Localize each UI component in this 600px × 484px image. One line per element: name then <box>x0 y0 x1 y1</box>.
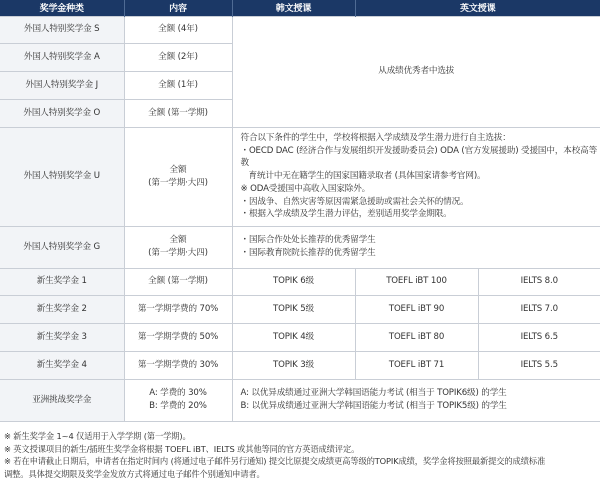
content-line: 全额 <box>169 235 187 245</box>
merged-criteria: 从成绩优秀者中选拔 <box>232 16 600 127</box>
criteria-item: ・因战争、自然灾害等原因需紧急援助或需社会关怀的情况。 <box>240 196 469 207</box>
selection-criteria <box>232 127 600 226</box>
footnote: ※ 新生奖学金 1~4 仅适用于入学学期 (第一学期)。 <box>4 431 191 441</box>
scholarship-content: 全额 (4年) <box>124 16 232 43</box>
table-row <box>0 127 600 226</box>
content-line: (第一学期·大四) <box>148 177 208 188</box>
criteria-item: ・根据入学成绩及学生潜力评估，差别适用奖学金期限。 <box>240 209 452 220</box>
content-line: A: 学费的 30% <box>149 388 207 398</box>
scholarship-content: 全额 (1年) <box>124 71 232 99</box>
korean-requirement: TOPIK 6级 <box>232 268 355 295</box>
scholarship-name: 外国人特别奖学金 G <box>0 226 124 268</box>
criteria-note: ※ ODA受援国中高收入国家除外。 <box>240 183 371 194</box>
scholarship-name: 外国人特别奖学金 J <box>0 71 124 99</box>
selection-criteria <box>232 379 600 421</box>
scholarship-content: 全额 (第一学期) <box>124 99 232 127</box>
scholarship-name: 外国人特别奖学金 A <box>0 43 124 71</box>
footnote: ※ 若在申请截止日期后，申请者在指定时间内 (将通过电子邮件另行通知) 提交比原提交成绩更高等级的TOPIK成绩，奖学金将按照最新提交的成绩标准 <box>4 456 546 467</box>
table-header-row <box>0 0 600 16</box>
criteria-item: B: 以优异成绩通过亚洲大学韩国语能力考试 (相当于 TOPIK5级) 的学生 <box>240 401 507 411</box>
scholarship-name: 外国人特别奖学金 U <box>0 127 124 226</box>
criteria-item: ・OECD DAC (经济合作与发展组织开发援助委员会) ODA (官方发展援助) 受援国中，本校高等教 <box>240 145 598 169</box>
criteria-item: A: 以优异成绩通过亚洲大学韩国语能力考试 (相当于 TOPIK6级) 的学生 <box>240 388 507 399</box>
content-line: B: 学费的 20% <box>149 401 207 411</box>
scholarship-name: 新生奖学金 3 <box>0 323 124 351</box>
scholarship-content: 全额 (2年) <box>124 43 232 71</box>
header-content: 内容 <box>124 0 232 16</box>
toefl-requirement: TOEFL iBT 90 <box>355 295 478 323</box>
table-row <box>0 323 600 351</box>
table-row <box>0 379 600 421</box>
ielts-requirement: IELTS 6.5 <box>478 323 600 351</box>
ielts-requirement: IELTS 5.5 <box>478 351 600 379</box>
table-row <box>0 268 600 295</box>
scholarship-content: 第一学期学费的 50% <box>124 323 232 351</box>
content-line: 全额 <box>169 164 187 175</box>
scholarship-content: 第一学期学费的 70% <box>124 295 232 323</box>
selection-criteria <box>232 226 600 268</box>
table-row <box>0 295 600 323</box>
ielts-requirement: IELTS 8.0 <box>478 268 600 295</box>
scholarship-content <box>124 226 232 268</box>
header-korean-course: 韩文授课 <box>232 0 355 16</box>
korean-requirement: TOPIK 5级 <box>232 295 355 323</box>
scholarship-name: 新生奖学金 4 <box>0 351 124 379</box>
korean-requirement: TOPIK 4级 <box>232 323 355 351</box>
ielts-requirement: IELTS 7.0 <box>478 295 600 323</box>
footnote-continued: 调整。具体提交期限及奖学金发放方式将通过电子邮件个别通知申请者。 <box>4 468 265 479</box>
toefl-requirement: TOEFL iBT 80 <box>355 323 478 351</box>
scholarship-content: 第一学期学费的 30% <box>124 351 232 379</box>
criteria-item-continued: 育统计中无在籍学生的国家国籍录取者 (具体国家请参考官网)。 <box>248 171 486 182</box>
scholarship-name: 新生奖学金 1 <box>0 268 124 295</box>
korean-requirement: TOPIK 3级 <box>232 351 355 379</box>
header-english-course: 英文授课 <box>355 0 600 16</box>
scholarship-name: 外国人特别奖学金 S <box>0 16 124 43</box>
scholarship-name: 新生奖学金 2 <box>0 295 124 323</box>
table-row <box>0 351 600 379</box>
scholarship-content: 全额 (第一学期) <box>124 268 232 295</box>
criteria-item: ・国际合作处处长推荐的优秀留学生 <box>240 235 376 246</box>
criteria-intro: 符合以下条件的学生中，学校将根据入学成绩及学生潜力进行自主选拔： <box>240 132 511 143</box>
scholarship-content <box>124 379 232 421</box>
scholarship-name: 亚洲挑战奖学金 <box>0 379 124 421</box>
criteria-item: ・国际教育院院长推荐的优秀留学生 <box>240 248 376 258</box>
toefl-requirement: TOEFL iBT 100 <box>355 268 478 295</box>
content-line: (第一学期·大四) <box>148 248 208 258</box>
scholarship-name: 外国人特别奖学金 O <box>0 99 124 127</box>
footnotes <box>4 430 596 480</box>
header-scholarship-type: 奖学金种类 <box>0 0 124 16</box>
footnote: ※ 英文授课项目的新生/插班生奖学金将根据 TOEFL iBT、IELTS 或其他等同的官方英语成绩评定。 <box>4 443 360 454</box>
table-row <box>0 226 600 268</box>
scholarship-content <box>124 127 232 226</box>
toefl-requirement: TOEFL iBT 71 <box>355 351 478 379</box>
table-row <box>0 16 600 43</box>
